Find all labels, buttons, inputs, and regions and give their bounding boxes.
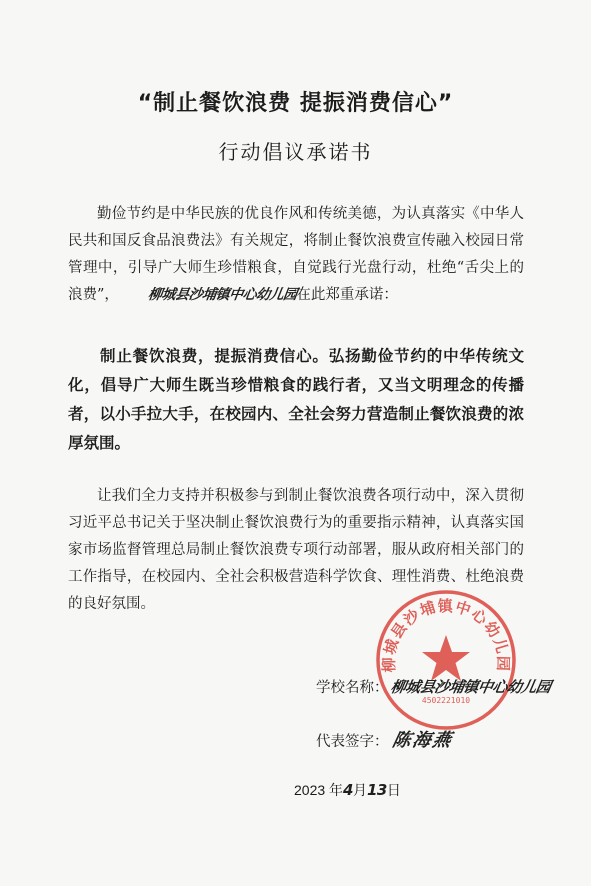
document-date	[294, 780, 401, 800]
paragraph-commitment: 制止餐饮浪费，提振消费信心。弘扬勤俭节约的中华传统文化，倡导广大师生既当珍惜粮食的践行者，又当文明理念的传播者，以小手拉大手，在校园内、全社会努力营造制止餐饮浪费的浓厚氛围。	[68, 347, 524, 452]
representative-signature-line	[316, 726, 453, 752]
date-day-unit: 日	[386, 782, 401, 798]
date-year: 2023	[294, 782, 326, 798]
date-day: 13	[366, 781, 387, 799]
paragraph-call-to-action: 让我们全力支持并积极参与到制止餐饮浪费各项行动中，深入贯彻习近平总书记关于坚决制止餐饮浪费行为的重要指示精神，认真落实国家市场监督管理总局制止餐饮浪费专项行动部署，服从政府相关部门的工作指导，在校园内、全社会积极营造科学饮食、理性消费、杜绝浪费的良好氛围。	[68, 488, 524, 612]
school-name-line	[316, 676, 550, 697]
paragraph-intro-suffix: 在此郑重承诺：	[296, 287, 398, 303]
seal-text: 柳城县沙埔镇中心幼儿园	[379, 596, 513, 673]
seal-star-icon	[422, 635, 470, 681]
paragraph-intro-text: 勤俭节约是中华民族的优良作风和传统美德，为认真落实《中华人民共和国反食品浪费法》有关规定，将制止餐饮浪费宣传融入校园日常管理中，引导广大师生珍惜粮食，自觉践行光盘行动，杜绝“舌尖上的浪费”，	[68, 206, 524, 303]
document-title: “制止餐饮浪费 提振消费信心”	[137, 91, 454, 116]
document-subtitle: 行动倡议承诺书	[218, 140, 373, 164]
school-name-label: 学校名称：	[316, 680, 389, 696]
handwritten-school-name-inline: 柳城县沙埔镇中心幼儿园	[146, 287, 298, 303]
handwritten-signature: 陈海燕	[389, 730, 455, 751]
seal-code: 4502221010	[421, 696, 471, 705]
representative-label: 代表签字：	[316, 734, 389, 750]
date-month-unit: 月	[352, 782, 367, 798]
date-month: 4	[343, 781, 353, 799]
paragraph-intro	[68, 201, 524, 309]
date-year-unit: 年	[329, 782, 344, 798]
official-seal	[371, 585, 521, 735]
handwritten-school-name: 柳城县沙埔镇中心幼儿园	[388, 678, 552, 696]
